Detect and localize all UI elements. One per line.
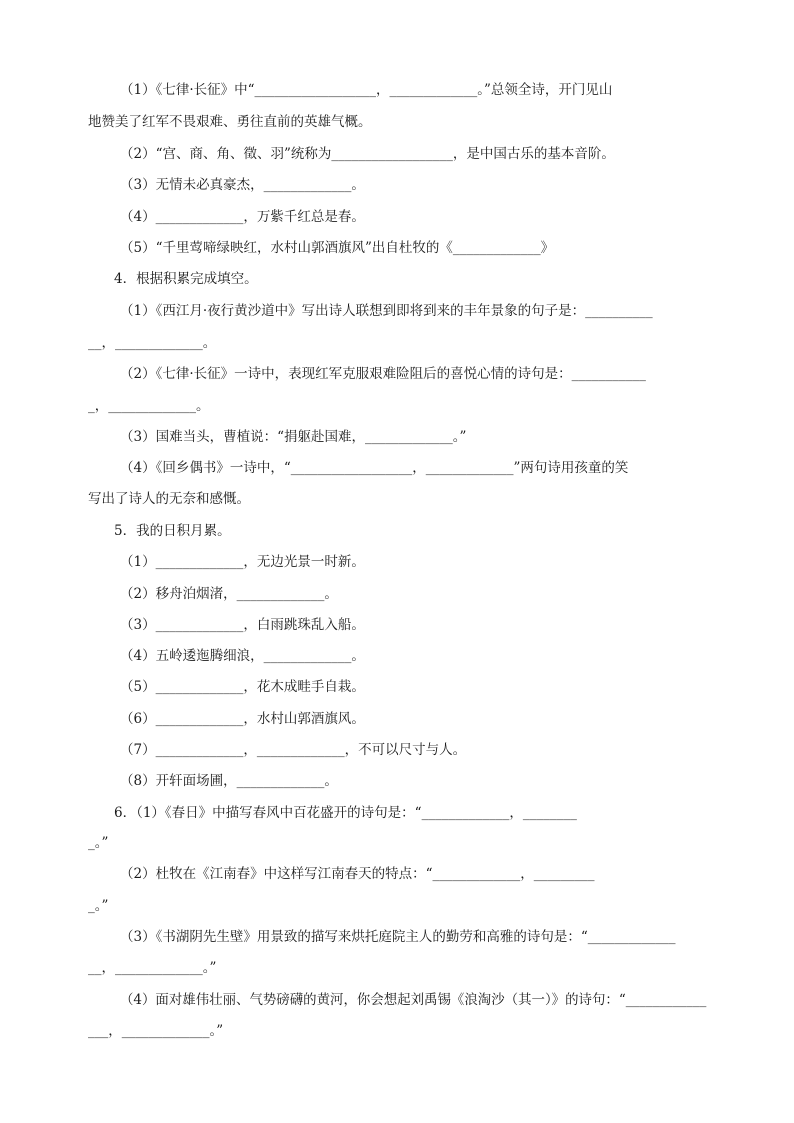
q6-item-1 <box>0 801 794 825</box>
text-line: （2）杜牧在《江南春》中这样写江南春天的特点：“_____________，_________ <box>120 866 595 882</box>
q6-item-4-cont <box>0 1019 794 1043</box>
q4-item-4 <box>0 456 794 480</box>
text-line: （3）无情未必真豪杰，_____________。 <box>120 177 365 193</box>
text-line: 地赞美了红军不畏艰难、勇往直前的英雄气概。 <box>88 114 372 130</box>
text-line: （3）国难当头，曹植说：“捐躯赴国难，_____________。” <box>120 429 467 445</box>
q3-item-4 <box>0 205 794 229</box>
text-line: （1）《西江月·夜行黄沙道中》写出诗人联想到即将到来的丰年景象的句子是：__________ <box>120 303 653 319</box>
q5-item-3 <box>0 613 794 637</box>
text-line: （5）“千里莺啼绿映红，水村山郭酒旗风”出自杜牧的《_____________》 <box>120 240 555 256</box>
q4-item-1 <box>0 299 794 323</box>
text-line: __，_____________。 <box>88 335 217 351</box>
text-line: （2）《七律·长征》一诗中，表现红军克服艰难险阻后的喜悦心情的诗句是：___________ <box>120 366 646 382</box>
q6-item-4 <box>0 988 794 1012</box>
q5-heading <box>0 519 794 543</box>
q6-item-3 <box>0 925 794 949</box>
q3-item-2 <box>0 142 794 166</box>
q5-item-5 <box>0 675 794 699</box>
q5-item-7 <box>0 738 794 762</box>
q6-item-2-cont <box>0 894 794 918</box>
text-line: _。” <box>88 835 109 851</box>
text-line: （4）面对雄伟壮丽、气势磅礴的黄河，你会想起刘禹锡《浪淘沙（其一）》的诗句：“____________ <box>120 992 707 1008</box>
q3-item-1 <box>0 78 794 102</box>
text-line: （8）开轩面场圃，_____________。 <box>120 773 338 789</box>
text-line: （2）移舟泊烟渚，_____________。 <box>120 586 338 602</box>
text-line: 写出了诗人的无奈和感慨。 <box>88 491 250 507</box>
text-line: __，_____________。” <box>88 960 217 976</box>
q5-item-6 <box>0 707 794 731</box>
text-line: （3）_____________，白雨跳珠乱入船。 <box>120 617 365 633</box>
q5-item-8 <box>0 769 794 793</box>
question-heading: 6．（1）《春日》中描写春风中百花盛开的诗句是：“_____________，________ <box>114 805 577 821</box>
text-line: （3）《书湖阴先生壁》用景致的描写来烘托庭院主人的勤劳和高雅的诗句是：“_____________ <box>120 929 676 945</box>
q3-item-1-cont <box>0 110 794 134</box>
text-line: （1）《七律·长征》中“__________________，_____________。”总领全诗，开门见山 <box>120 82 613 98</box>
q5-item-1 <box>0 550 794 574</box>
q4-item-3 <box>0 425 794 449</box>
text-line: （4）_____________，万紫千红总是春。 <box>120 209 365 225</box>
q6-item-1-cont <box>0 831 794 855</box>
q3-item-5 <box>0 236 794 260</box>
question-heading: 4．根据积累完成填空。 <box>114 271 258 287</box>
text-line: （7）_____________，_____________，不可以尺寸与人。 <box>120 742 467 758</box>
text-line: （1）_____________，无边光景一时新。 <box>120 554 365 570</box>
q4-item-1-cont <box>0 331 794 355</box>
text-line: （4）五岭逶迤腾细浪，_____________。 <box>120 648 365 664</box>
text-line: _，_____________。 <box>88 398 210 414</box>
q5-item-4 <box>0 644 794 668</box>
q5-item-2 <box>0 582 794 606</box>
q4-heading <box>0 267 794 291</box>
q4-item-4-cont <box>0 487 794 511</box>
q4-item-2-cont <box>0 394 794 418</box>
text-line: ___，_____________。” <box>88 1023 224 1039</box>
text-line: （4）《回乡偶书》一诗中，“__________________，_____________”两句诗用孩童的笑 <box>120 460 629 476</box>
q6-item-2 <box>0 862 794 886</box>
text-line: （5）_____________，花木成畦手自栽。 <box>120 679 365 695</box>
question-heading: 5．我的日积月累。 <box>114 523 231 539</box>
text-line: （6）_____________，水村山郭酒旗风。 <box>120 711 365 727</box>
q3-item-3 <box>0 173 794 197</box>
text-line: （2）“宫、商、角、徵、羽”统称为__________________，是中国古乐的基本音阶。 <box>120 146 615 162</box>
q4-item-2 <box>0 362 794 386</box>
text-line: _。” <box>88 898 109 914</box>
q6-item-3-cont <box>0 956 794 980</box>
